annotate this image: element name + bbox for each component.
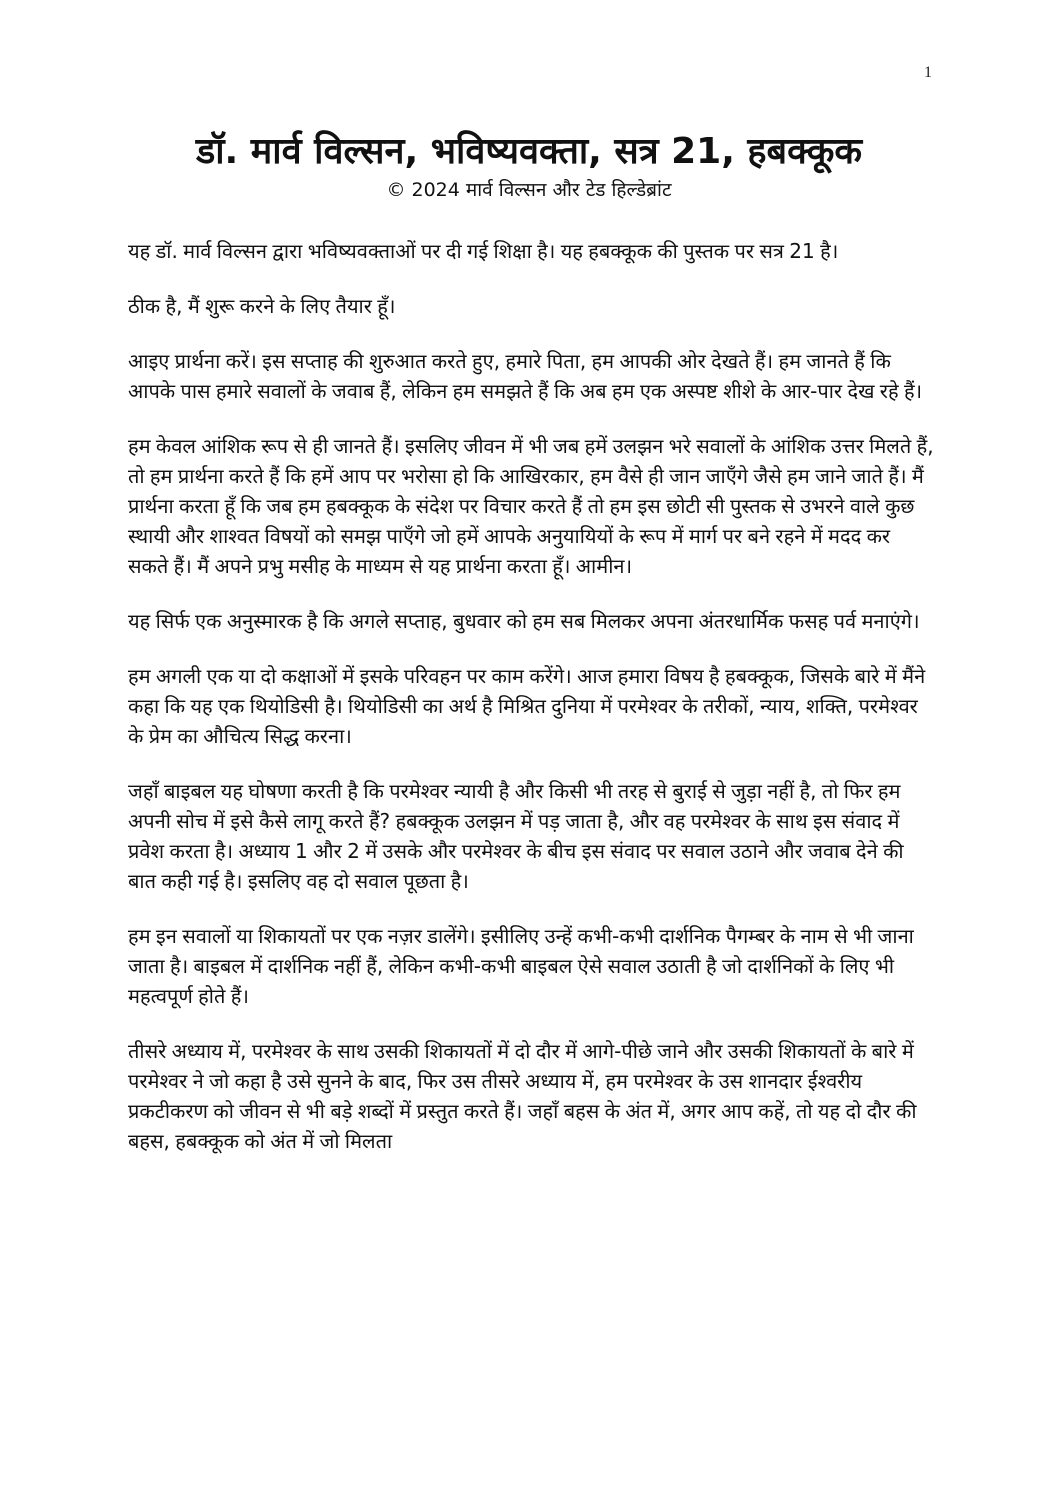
paragraph: ठीक है, मैं शुरू करने के लिए तैयार हूँ। xyxy=(128,294,396,318)
paragraph: आइए प्रार्थना करें। इस सप्ताह की शुरुआत करते हुए, हमारे पिता, हम आपकी ओर देखते हैं। हम जानते हैं कि आपके पास हमारे सवालों के जवाब हैं, लेकिन हम समझते हैं कि अब हम एक अस्पष्ट शीशे के आर-पार देख रहे हैं। xyxy=(128,349,923,403)
paragraph: हम केवल आंशिक रूप से ही जानते हैं। इसलिए जीवन में भी जब हमें उलझन भरे सवालों के आंशिक उत्तर मिलते हैं, तो हम प्रार्थना करते हैं कि हमें आप पर भरोसा हो कि आखिरकार, हम वैसे ही जान जाएँगे जैसे हम जाने जाते हैं। मैं प्रार्थना करता हूँ कि जब हम हबक्कूक के संदेश पर विचार करते हैं तो हम इस छोटी सी पुस्तक से उभरने वाले कुछ स्थायी और शाश्वत विषयों को समझ पाएँगे जो हमें आपके अनुयायियों के रूप में मार्ग पर बने रहने में मदद कर सकते हैं। मैं अपने प्रभु मसीह के माध्यम से यह प्रार्थना करता हूँ। आमीन। xyxy=(128,434,934,578)
copyright-line: © 2024 मार्व विल्सन और टेड हिल्डेब्रांट xyxy=(386,179,672,201)
document-title: डॉ. मार्व विल्सन, भविष्यवक्ता, सत्र 21, हबक्कूक xyxy=(195,131,863,172)
page-number: 1 xyxy=(924,64,932,81)
paragraph: यह सिर्फ एक अनुस्मारक है कि अगले सप्ताह, बुधवार को हम सब मिलकर अपना अंतरधार्मिक फसह पर्व मनाएंगे। xyxy=(128,609,920,633)
paragraph: हम अगली एक या दो कक्षाओं में इसके परिवहन पर काम करेंगे। आज हमारा विषय है हबक्कूक, जिसके बारे में मैंने कहा कि यह एक थियोडिसी है। थियोडिसी का अर्थ है मिश्रित दुनिया में परमेश्वर के तरीकों, न्याय, शक्ति, परमेश्वर के प्रेम का औचित्य सिद्ध करना। xyxy=(128,664,926,748)
document-header xyxy=(0,128,1058,204)
paragraph: तीसरे अध्याय में, परमेश्वर के साथ उसकी शिकायतों में दो दौर में आगे-पीछे जाने और उसकी शिकायतों के बारे में परमेश्वर ने जो कहा है उसे सुनने के बाद, फिर उस तीसरे अध्याय में, हम परमेश्वर के उस शानदार ईश्वरीय प्रकटीकरण को जीवन से भी बड़े शब्दों में प्रस्तुत करते हैं। जहाँ बहस के अंत में, अगर आप कहें, तो यह दो दौर की बहस, हबक्कूक को अंत में जो मिलता xyxy=(128,1039,917,1153)
paragraph: हम इन सवालों या शिकायतों पर एक नज़र डालेंगे। इसीलिए उन्हें कभी-कभी दार्शनिक पैगम्बर के नाम से भी जाना जाता है। बाइबल में दार्शनिक नहीं हैं, लेकिन कभी-कभी बाइबल ऐसे सवाल उठाती है जो दार्शनिकों के लिए भी महत्वपूर्ण होते हैं। xyxy=(128,924,914,1008)
paragraph: यह डॉ. मार्व विल्सन द्वारा भविष्यवक्ताओं पर दी गई शिक्षा है। यह हबक्कूक की पुस्तक पर सत्र 21 है। xyxy=(128,239,839,263)
paragraph: जहाँ बाइबल यह घोषणा करती है कि परमेश्वर न्यायी है और किसी भी तरह से बुराई से जुड़ा नहीं है, तो फिर हम अपनी सोच में इसे कैसे लागू करते हैं? हबक्कूक उलझन में पड़ जाता है, और वह परमेश्वर के साथ इस संवाद में प्रवेश करता है। अध्याय 1 और 2 में उसके और परमेश्वर के बीच इस संवाद पर सवाल उठाने और जवाब देने की बात कही गई है। इसलिए वह दो सवाल पूछता है। xyxy=(128,779,904,893)
document-body xyxy=(128,236,934,1181)
